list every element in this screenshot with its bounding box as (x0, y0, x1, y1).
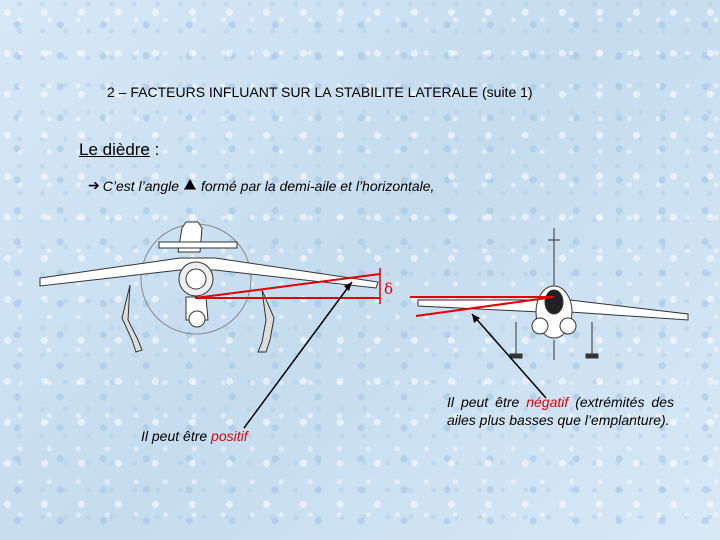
caption-positive (141, 428, 248, 444)
definition-text-after: formé par la demi-aile et l’horizontale, (201, 177, 435, 194)
pointer-line-positive (244, 282, 352, 428)
caption-positive-highlight: positif (211, 428, 248, 444)
caption-negative-prefix: Il peut être (447, 394, 527, 410)
caption-negative-suffix: (extrémités des ailes plus basses que l’emplanture). (447, 394, 674, 428)
aircraft-positive-dihedral (40, 222, 378, 352)
aircraft-negative-dihedral (418, 228, 688, 360)
page-title: 2 – FACTEURS INFLUANT SUR LA STABILITE LATERALE (suite 1) (107, 84, 533, 100)
delta-angle-label: δ (384, 280, 394, 298)
caption-positive-prefix: Il peut être (141, 428, 212, 444)
caption-negative (447, 393, 674, 429)
arrow-right-icon: ➔ (88, 177, 100, 193)
section-heading-suffix: : (149, 140, 160, 159)
section-heading-text: Le dièdre (79, 140, 150, 159)
definition-text-before: C’est l’angle (102, 177, 179, 194)
caption-negative-highlight: négatif (526, 394, 569, 410)
